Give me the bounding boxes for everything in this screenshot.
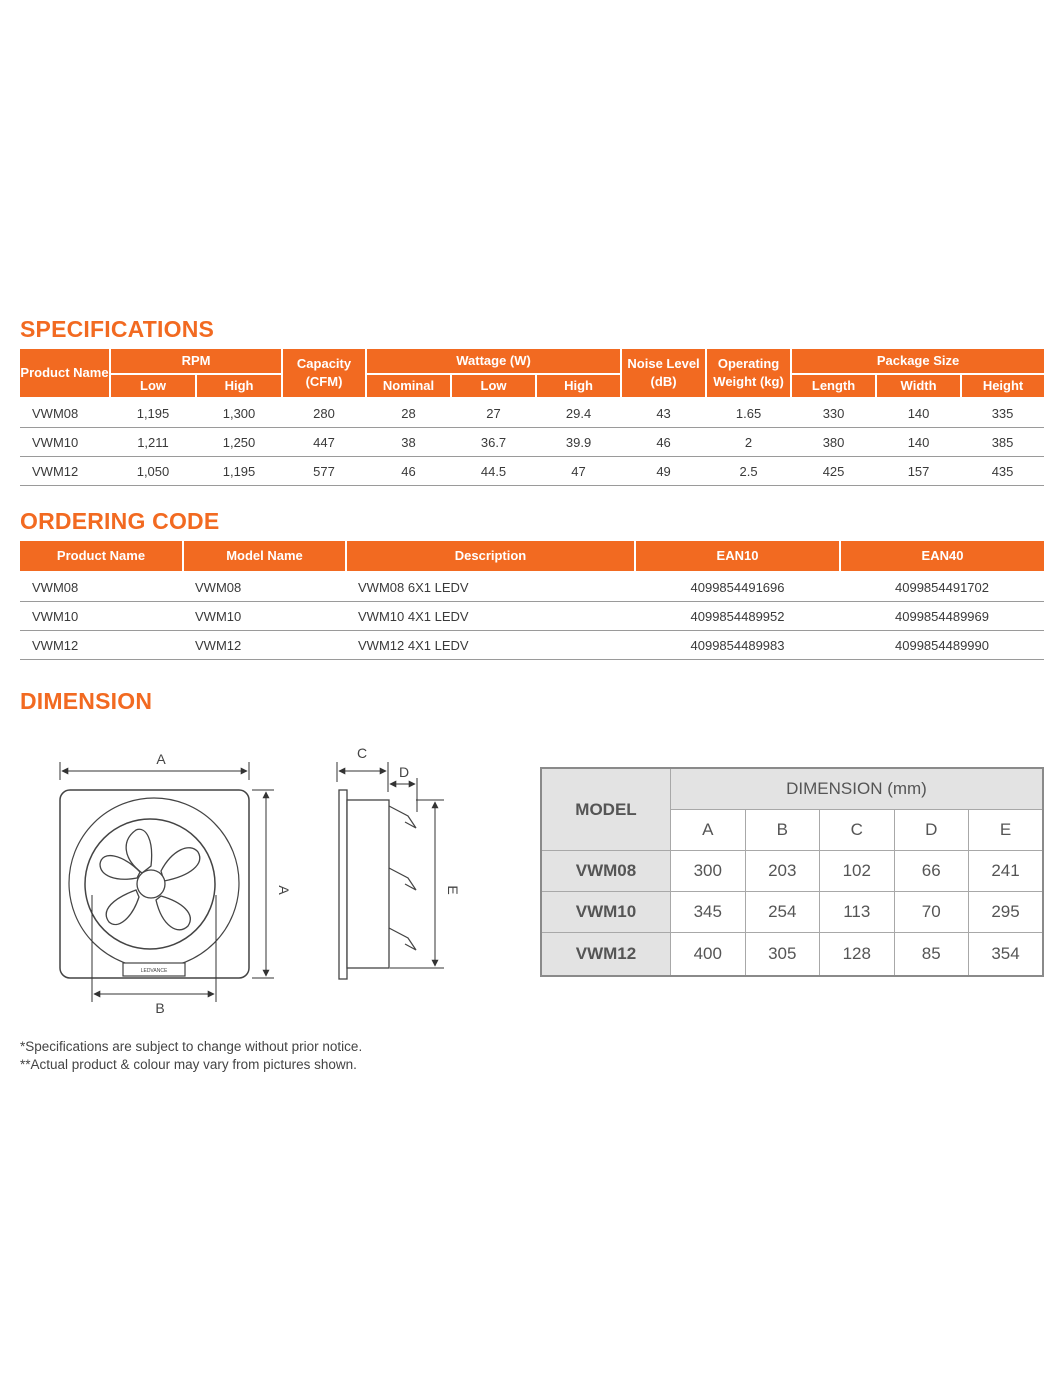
cell-dim-c: 102: [820, 851, 895, 892]
dimension-table: [540, 767, 1044, 977]
cell-length: 425: [791, 457, 876, 486]
cell-rpm-low: 1,050: [110, 457, 196, 486]
cell-weight: 1.65: [706, 398, 791, 428]
header-rpm: RPM: [110, 349, 282, 374]
table-row: [541, 851, 1043, 892]
table-row: [20, 572, 1044, 602]
label-d: D: [398, 764, 410, 780]
cell-model-name: VWM12: [183, 631, 346, 660]
cell-watt-high: 29.4: [536, 398, 621, 428]
side-view: [337, 745, 461, 979]
cell-ean10: 4099854491696: [635, 572, 840, 602]
cell-dim-a: 300: [671, 851, 746, 892]
header-dimension-mm: DIMENSION (mm): [671, 768, 1044, 810]
table-row: [541, 892, 1043, 933]
cell-dim-a: 345: [671, 892, 746, 933]
label-a-top: A: [156, 751, 166, 767]
cell-rpm-high: 1,300: [196, 398, 282, 428]
header-pkg-length: Length: [791, 374, 876, 398]
cell-model: VWM10: [541, 892, 671, 933]
cell-rpm-low: 1,195: [110, 398, 196, 428]
header-watt-high: High: [536, 374, 621, 398]
header-rpm-high: High: [196, 374, 282, 398]
header-product-name: Product Name: [20, 541, 183, 572]
cell-model-name: VWM10: [183, 602, 346, 631]
label-e: E: [445, 885, 461, 895]
header-ean40: EAN40: [840, 541, 1044, 572]
cell-watt-low: 44.5: [451, 457, 536, 486]
cell-description: VWM12 4X1 LEDV: [346, 631, 635, 660]
table-row: [541, 933, 1043, 977]
cell-product-name: VWM08: [20, 572, 183, 602]
cell-height: 335: [961, 398, 1044, 428]
header-ean10: EAN10: [635, 541, 840, 572]
cell-watt-low: 27: [451, 398, 536, 428]
header-watt-nominal: Nominal: [366, 374, 451, 398]
table-row: [20, 457, 1044, 486]
cell-dim-b: 203: [745, 851, 820, 892]
cell-model-name: VWM08: [183, 572, 346, 602]
cell-watt-low: 36.7: [451, 428, 536, 457]
cell-watt-nominal: 28: [366, 398, 451, 428]
footnote-specifications: *Specifications are subject to change without prior notice.: [20, 1039, 363, 1054]
footnote-actual-product: **Actual product & colour may vary from pictures shown.: [20, 1057, 357, 1072]
label-c: C: [356, 745, 368, 761]
cell-ean40: 4099854489969: [840, 602, 1044, 631]
cell-length: 380: [791, 428, 876, 457]
label-a-side: A: [276, 885, 292, 895]
cell-dim-e: 295: [969, 892, 1044, 933]
cell-dim-d: 70: [894, 892, 969, 933]
cell-rpm-high: 1,250: [196, 428, 282, 457]
cell-rpm-low: 1,211: [110, 428, 196, 457]
cell-description: VWM10 4X1 LEDV: [346, 602, 635, 631]
dimension-diagram: [30, 740, 470, 1030]
header-pkg-height: Height: [961, 374, 1044, 398]
header-product-name: Product Name: [20, 349, 110, 398]
side-front-plate: [339, 790, 347, 979]
cell-ean40: 4099854489990: [840, 631, 1044, 660]
dimension-title: DIMENSION: [20, 688, 153, 714]
cell-dim-e: 241: [969, 851, 1044, 892]
header-dim-c: C: [820, 810, 895, 851]
cell-rpm-high: 1,195: [196, 457, 282, 486]
cell-height: 385: [961, 428, 1044, 457]
cell-dim-c: 113: [820, 892, 895, 933]
brand-label: LEDVANCE: [140, 968, 168, 974]
cell-description: VWM08 6X1 LEDV: [346, 572, 635, 602]
cell-width: 140: [876, 428, 961, 457]
side-body: [347, 800, 389, 968]
cell-capacity: 577: [282, 457, 366, 486]
header-model-name: Model Name: [183, 541, 346, 572]
cell-watt-nominal: 38: [366, 428, 451, 457]
cell-capacity: 447: [282, 428, 366, 457]
cell-product-name: VWM10: [20, 602, 183, 631]
ordering-code-table: [20, 541, 1044, 660]
header-dim-b: B: [745, 810, 820, 851]
cell-capacity: 280: [282, 398, 366, 428]
cell-height: 435: [961, 457, 1044, 486]
table-row: [20, 631, 1044, 660]
cell-width: 140: [876, 398, 961, 428]
cell-dim-d: 66: [894, 851, 969, 892]
header-noise: Noise Level (dB): [621, 349, 706, 398]
cell-watt-high: 47: [536, 457, 621, 486]
cell-noise: 43: [621, 398, 706, 428]
ordering-code-title: ORDERING CODE: [20, 508, 220, 534]
cell-length: 330: [791, 398, 876, 428]
header-watt-low: Low: [451, 374, 536, 398]
table-row: [20, 602, 1044, 631]
header-dim-d: D: [894, 810, 969, 851]
cell-weight: 2: [706, 428, 791, 457]
cell-dim-e: 354: [969, 933, 1044, 977]
side-shutters: [389, 806, 416, 950]
header-pkg-width: Width: [876, 374, 961, 398]
table-row: [20, 428, 1044, 457]
cell-product-name: VWM12: [20, 457, 110, 486]
label-b: B: [155, 1000, 165, 1016]
header-dim-e: E: [969, 810, 1044, 851]
cell-width: 157: [876, 457, 961, 486]
cell-dim-c: 128: [820, 933, 895, 977]
cell-dim-b: 305: [745, 933, 820, 977]
cell-dim-a: 400: [671, 933, 746, 977]
cell-noise: 49: [621, 457, 706, 486]
front-view: [60, 751, 292, 1016]
header-dim-a: A: [671, 810, 746, 851]
header-description: Description: [346, 541, 635, 572]
specifications-table: [20, 349, 1044, 486]
cell-watt-nominal: 46: [366, 457, 451, 486]
cell-ean10: 4099854489983: [635, 631, 840, 660]
cell-weight: 2.5: [706, 457, 791, 486]
cell-product-name: VWM10: [20, 428, 110, 457]
cell-product-name: VWM12: [20, 631, 183, 660]
header-model: MODEL: [541, 768, 671, 851]
header-rpm-low: Low: [110, 374, 196, 398]
specifications-title: SPECIFICATIONS: [20, 316, 215, 342]
header-capacity: Capacity (CFM): [282, 349, 366, 398]
header-weight: Operating Weight (kg): [706, 349, 791, 398]
fan-hub: [137, 870, 165, 898]
header-wattage: Wattage (W): [366, 349, 621, 374]
cell-ean10: 4099854489952: [635, 602, 840, 631]
cell-dim-d: 85: [894, 933, 969, 977]
header-package-size: Package Size: [791, 349, 1044, 374]
cell-noise: 46: [621, 428, 706, 457]
cell-watt-high: 39.9: [536, 428, 621, 457]
cell-dim-b: 254: [745, 892, 820, 933]
cell-ean40: 4099854491702: [840, 572, 1044, 602]
table-row: [20, 398, 1044, 428]
cell-model: VWM12: [541, 933, 671, 977]
cell-model: VWM08: [541, 851, 671, 892]
cell-product-name: VWM08: [20, 398, 110, 428]
